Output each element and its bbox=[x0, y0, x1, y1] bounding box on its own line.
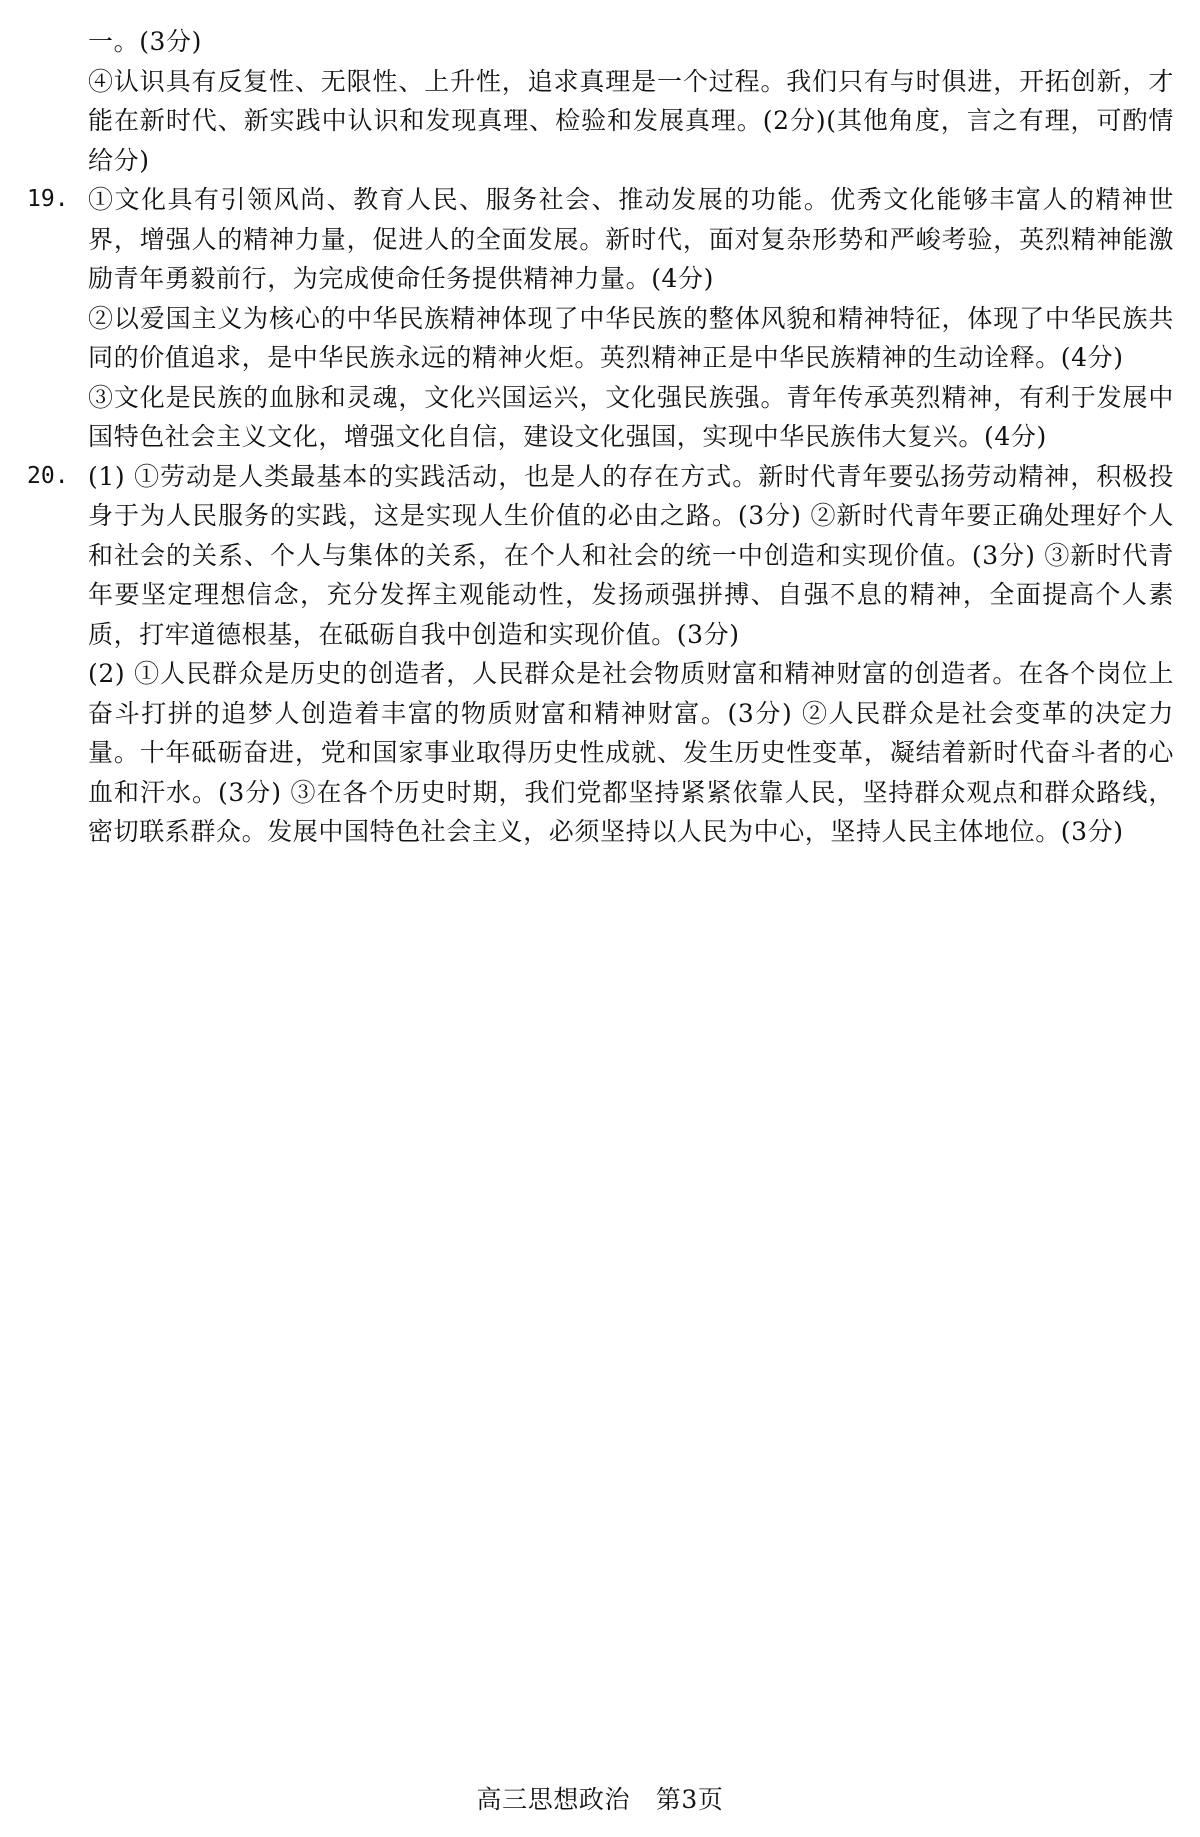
question-number: 20. bbox=[27, 462, 69, 489]
answer-content bbox=[27, 22, 1174, 852]
page-footer: 高三思想政治 第3页 bbox=[476, 1785, 724, 1814]
paragraph-text: (2) ①人民群众是历史的创造者，人民群众是社会物质财富和精神财富的创造者。在各个岗位上奋斗打拼的追梦人创造着丰富的物质财富和精神财富。(3分) ②人民群众是社会变革的决定力量。十年砥砺奋进，党和国家事业取得历史性成就、发生历史性变革，凝结着新时代奋斗者的心血和汗水。(3分) ③在各个历史时期，我们党都坚持紧紧依靠人民，坚持群众观点和群众路线，密切联系群众。发展中国特色社会主义，必须坚持以人民为中心，坚持人民主体地位。(3分) bbox=[88, 659, 1174, 846]
answer-paragraph bbox=[88, 378, 1174, 457]
answer-paragraph bbox=[88, 654, 1174, 852]
answer-paragraph bbox=[88, 62, 1174, 181]
question-number: 19. bbox=[27, 186, 69, 212]
paragraph-text: 一。(3分) bbox=[88, 27, 203, 56]
answer-paragraph bbox=[88, 22, 1174, 62]
paragraph-text: ③文化是民族的血脉和灵魂，文化兴国运兴，文化强民族强。青年传承英烈精神，有利于发展中国特色社会主义文化，增强文化自信，建设文化强国，实现中华民族伟大复兴。(4分) bbox=[88, 382, 1174, 451]
paragraph-text: (1) ①劳动是人类最基本的实践活动，也是人的存在方式。新时代青年要弘扬劳动精神，积极投身于为人民服务的实践，这是实现人生价值的必由之路。(3分) ②新时代青年要正确处理好个人和社会的关系、个人与集体的关系，在个人和社会的统一中创造和实现价值。(3分) ③新时代青年要坚定理想信念，充分发挥主观能动性，发扬顽强拼搏、自强不息的精神，全面提高个人素质，打牢道德根基，在砥砺自我中创造和实现价值。(3分) bbox=[88, 461, 1174, 649]
answer-paragraph bbox=[27, 457, 1174, 655]
paragraph-text: ②以爱国主义为核心的中华民族精神体现了中华民族的整体风貌和精神特征，体现了中华民族共同的价值追求，是中华民族永远的精神火炬。英烈精神正是中华民族精神的生动诠释。(4分) bbox=[88, 303, 1174, 372]
answer-paragraph bbox=[88, 299, 1174, 378]
paragraph-text: ④认识具有反复性、无限性、上升性，追求真理是一个过程。我们只有与时俱进，开拓创新，才能在新时代、新实践中认识和发现真理、检验和发展真理。(2分)(其他角度，言之有理，可酌情给分) bbox=[88, 66, 1174, 175]
answer-paragraph bbox=[27, 180, 1174, 299]
paragraph-text: ①文化具有引领风尚、教育人民、服务社会、推动发展的功能。优秀文化能够丰富人的精神世界，增强人的精神力量，促进人的全面发展。新时代，面对复杂形势和严峻考验，英烈精神能激励青年勇毅前行，为完成使命任务提供精神力量。(4分) bbox=[88, 185, 1174, 293]
